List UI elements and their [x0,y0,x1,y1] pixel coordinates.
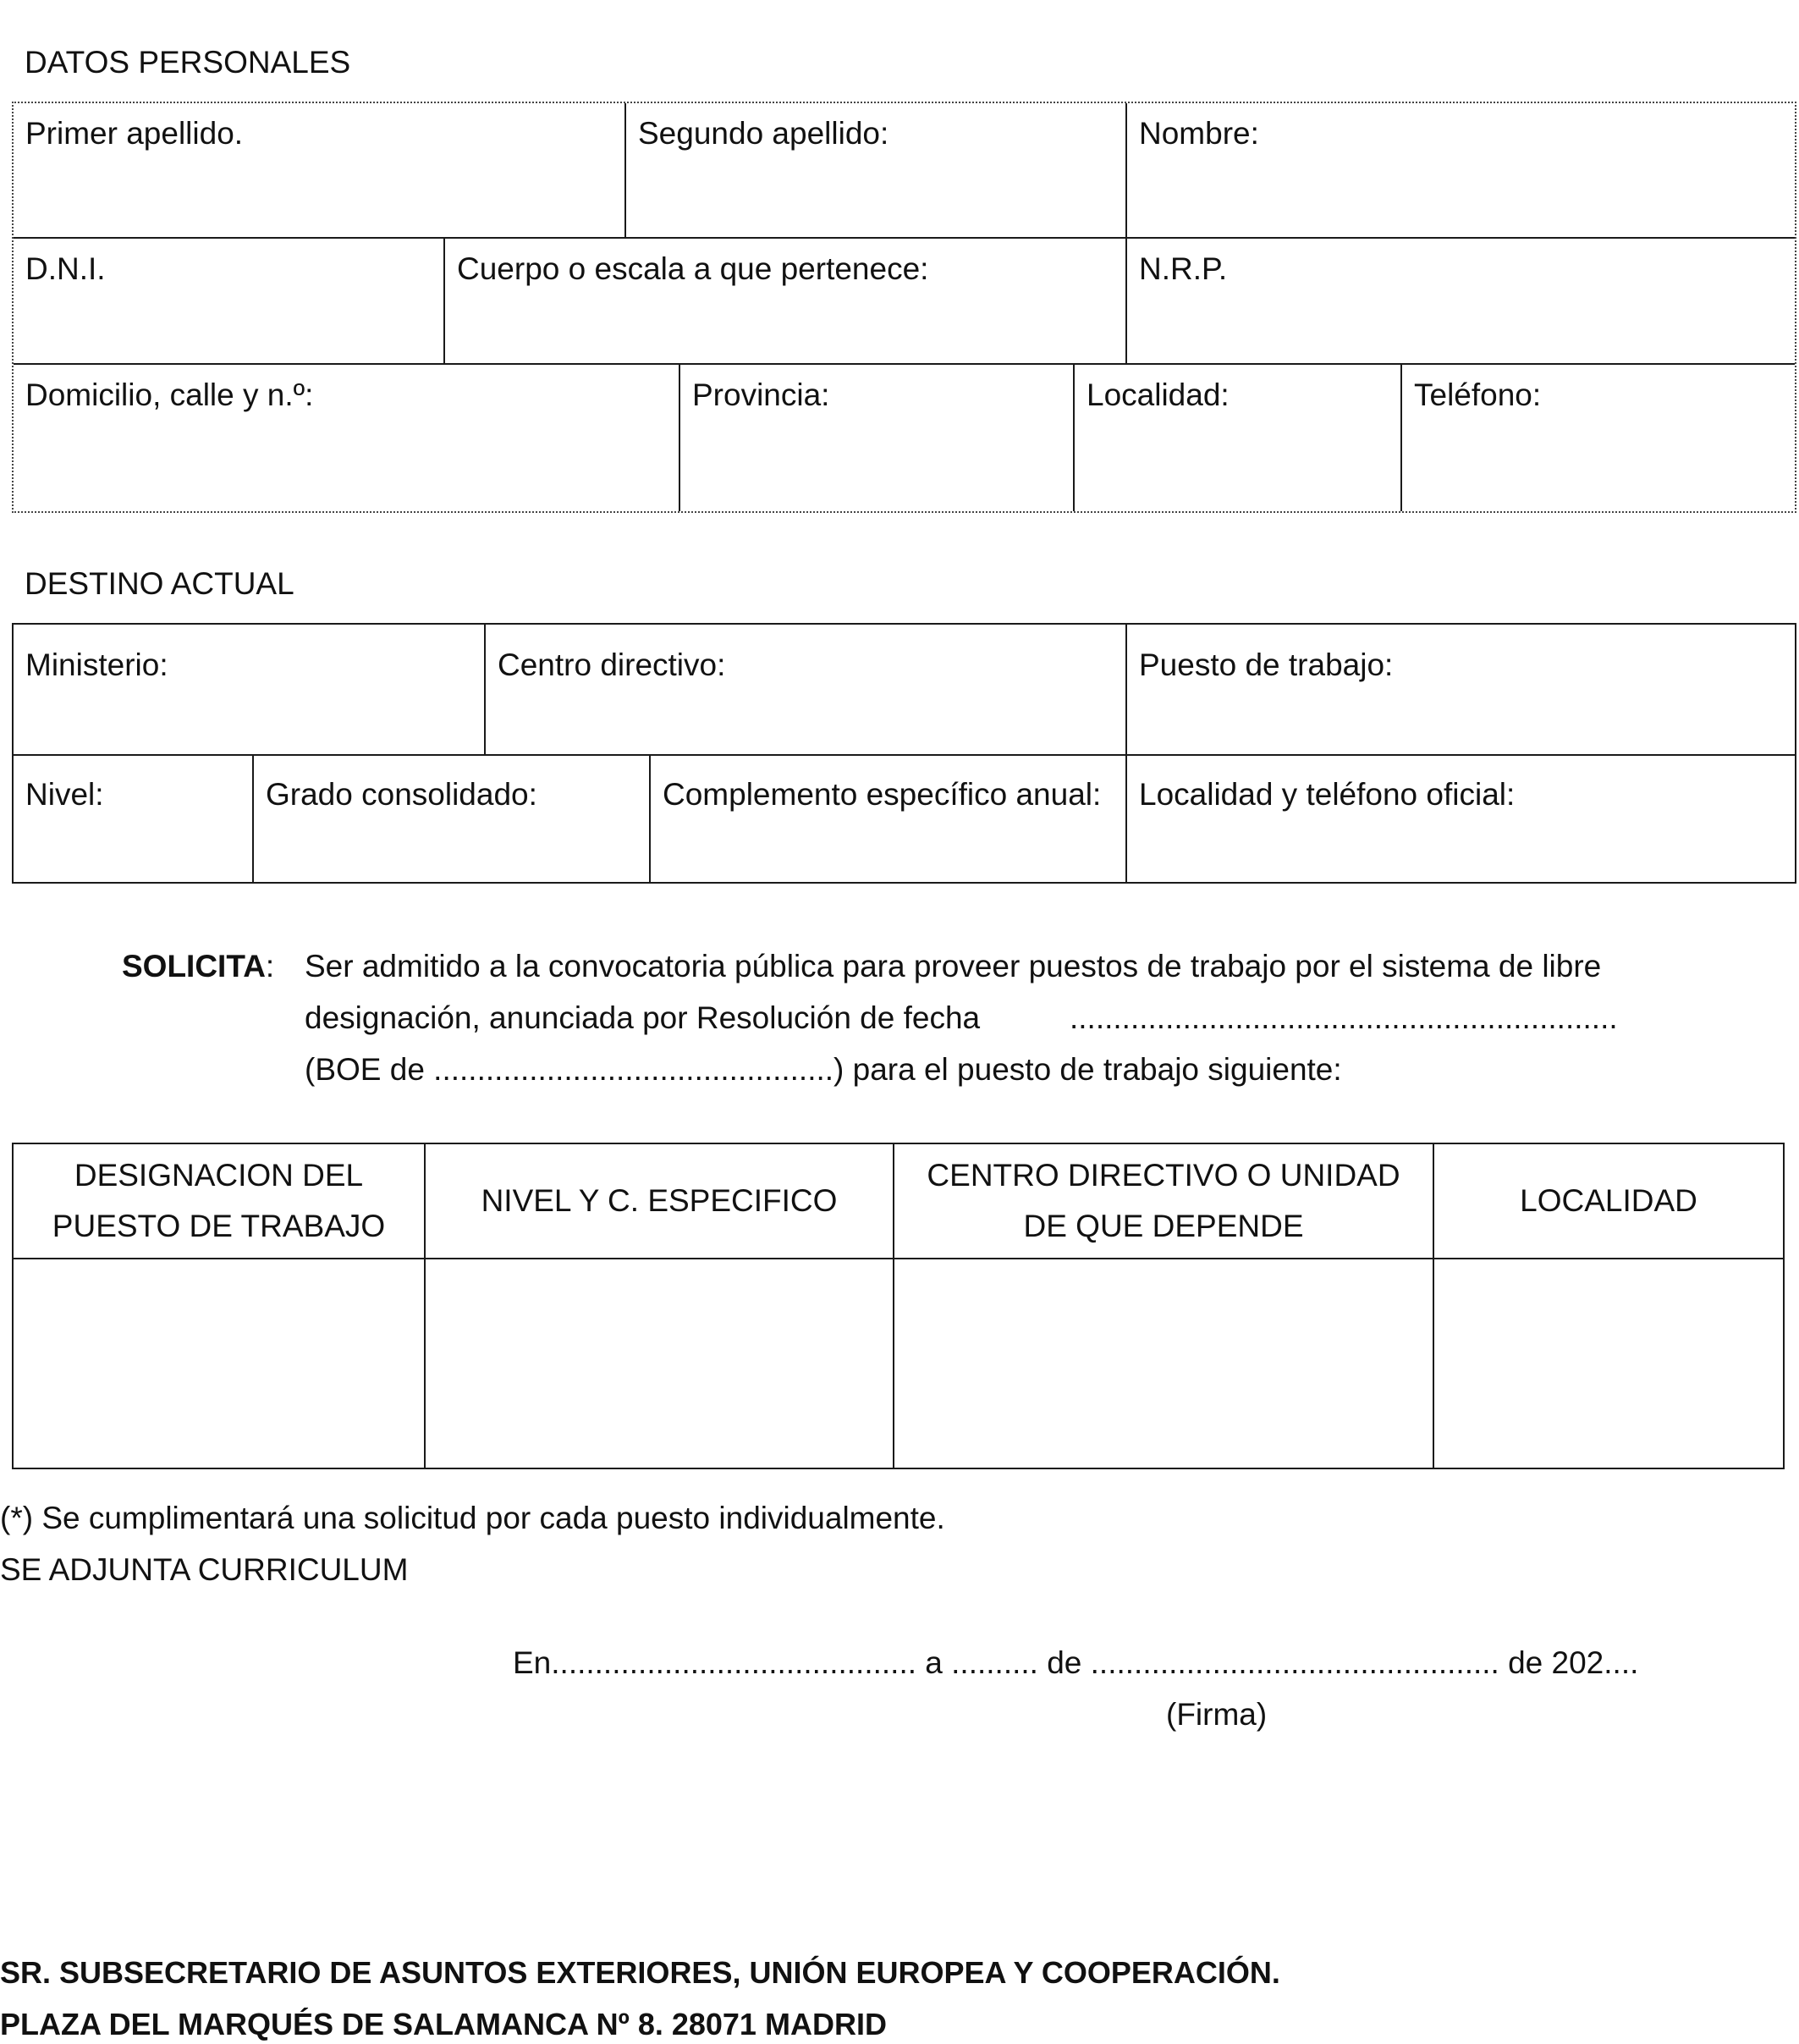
field-label: Puesto de trabajo: [1139,647,1394,682]
field-telefono[interactable] [1400,365,1795,511]
field-label: Primer apellido. [25,116,244,151]
datos-personales-row-3 [14,365,1795,511]
field-label: Segundo apellido: [638,116,889,151]
field-grado-consolidado[interactable] [252,756,649,882]
solicita-line-1: Ser admitido a la convocatoria pública para proveer puestos de trabajo por el sistema de libre [305,949,1602,983]
solicita-line-3: (BOE de ..............................................) para el puesto de trabajo siguiente: [305,1052,1342,1087]
field-label: Provincia: [692,377,830,412]
field-label: Complemento específico anual: [663,777,1102,812]
field-primer-apellido[interactable] [14,103,624,239]
datos-personales-table [12,102,1796,513]
field-label: Nivel: [25,777,104,812]
section-title-destino-actual: DESTINO ACTUAL [25,566,294,601]
destino-actual-table [12,623,1796,884]
note-curriculum: SE ADJUNTA CURRICULUM [0,1552,409,1587]
address-line-2: PLAZA DEL MARQUÉS DE SALAMANCA Nº 8. 28071 MADRID [0,2007,887,2041]
field-cuerpo-escala[interactable] [443,239,1125,364]
puesto-input-centro[interactable] [893,1258,1433,1468]
field-label: Nombre: [1139,116,1259,151]
solicita-fecha-blank[interactable]: ............................................................... [1070,1000,1618,1035]
datos-personales-row-1 [14,103,1795,239]
solicita-line-2: designación, anunciada por Resolución de fecha [305,1000,981,1035]
field-provincia[interactable] [679,365,1073,511]
puesto-header-designacion: DESIGNACION DEL PUESTO DE TRABAJO [52,1158,386,1243]
puesto-header-nivel: NIVEL Y C. ESPECIFICO [424,1144,893,1258]
field-label: Teléfono: [1414,377,1542,412]
field-label: Localidad y teléfono oficial: [1139,777,1516,812]
field-centro-directivo[interactable] [484,625,1125,756]
puesto-header-localidad: LOCALIDAD [1433,1144,1783,1258]
datos-personales-row-2 [14,239,1795,364]
puesto-input-nivel[interactable] [424,1258,893,1468]
destino-actual-row-1 [14,625,1795,756]
field-label: Localidad: [1087,377,1230,412]
field-nivel[interactable] [14,756,252,882]
signature-place-date[interactable]: En.......................................... a .......... de ............................................... de 202.... [513,1645,1639,1680]
field-label: Ministerio: [25,647,168,682]
solicita-label-text: SOLICITA [122,949,266,983]
field-label: N.R.P. [1139,251,1228,286]
signature-firma: (Firma) [1166,1697,1268,1732]
field-label: Domicilio, calle y n.º: [25,377,314,412]
field-label: Centro directivo: [498,647,726,682]
field-dni[interactable] [14,239,443,364]
address-line-1: SR. SUBSECRETARIO DE ASUNTOS EXTERIORES, UNIÓN EUROPEA Y COOPERACIÓN. [0,1955,1280,1990]
solicita-colon: : [265,949,275,983]
puesto-table [12,1143,1785,1469]
note-una-solicitud: (*) Se cumplimentará una solicitud por cada puesto individualmente. [0,1501,945,1535]
field-localidad[interactable] [1073,365,1400,511]
puesto-header-centro: CENTRO DIRECTIVO O UNIDAD DE QUE DEPENDE [893,1144,1433,1258]
field-label: Cuerpo o escala a que pertenece: [457,251,929,286]
field-label: D.N.I. [25,251,106,286]
solicita-label [122,948,274,985]
field-nrp[interactable] [1125,239,1795,364]
field-domicilio[interactable] [14,365,679,511]
section-title-datos-personales: DATOS PERSONALES [25,45,351,80]
field-puesto-trabajo[interactable] [1125,625,1795,756]
destino-actual-row-2 [14,756,1795,882]
field-complemento-especifico[interactable] [649,756,1125,882]
puesto-input-localidad[interactable] [1433,1258,1783,1468]
field-localidad-telefono-oficial[interactable] [1125,756,1795,882]
field-nombre[interactable] [1125,103,1795,239]
field-label: Grado consolidado: [266,777,537,812]
field-ministerio[interactable] [14,625,484,756]
puesto-input-designacion[interactable] [14,1258,424,1468]
field-segundo-apellido[interactable] [624,103,1125,239]
